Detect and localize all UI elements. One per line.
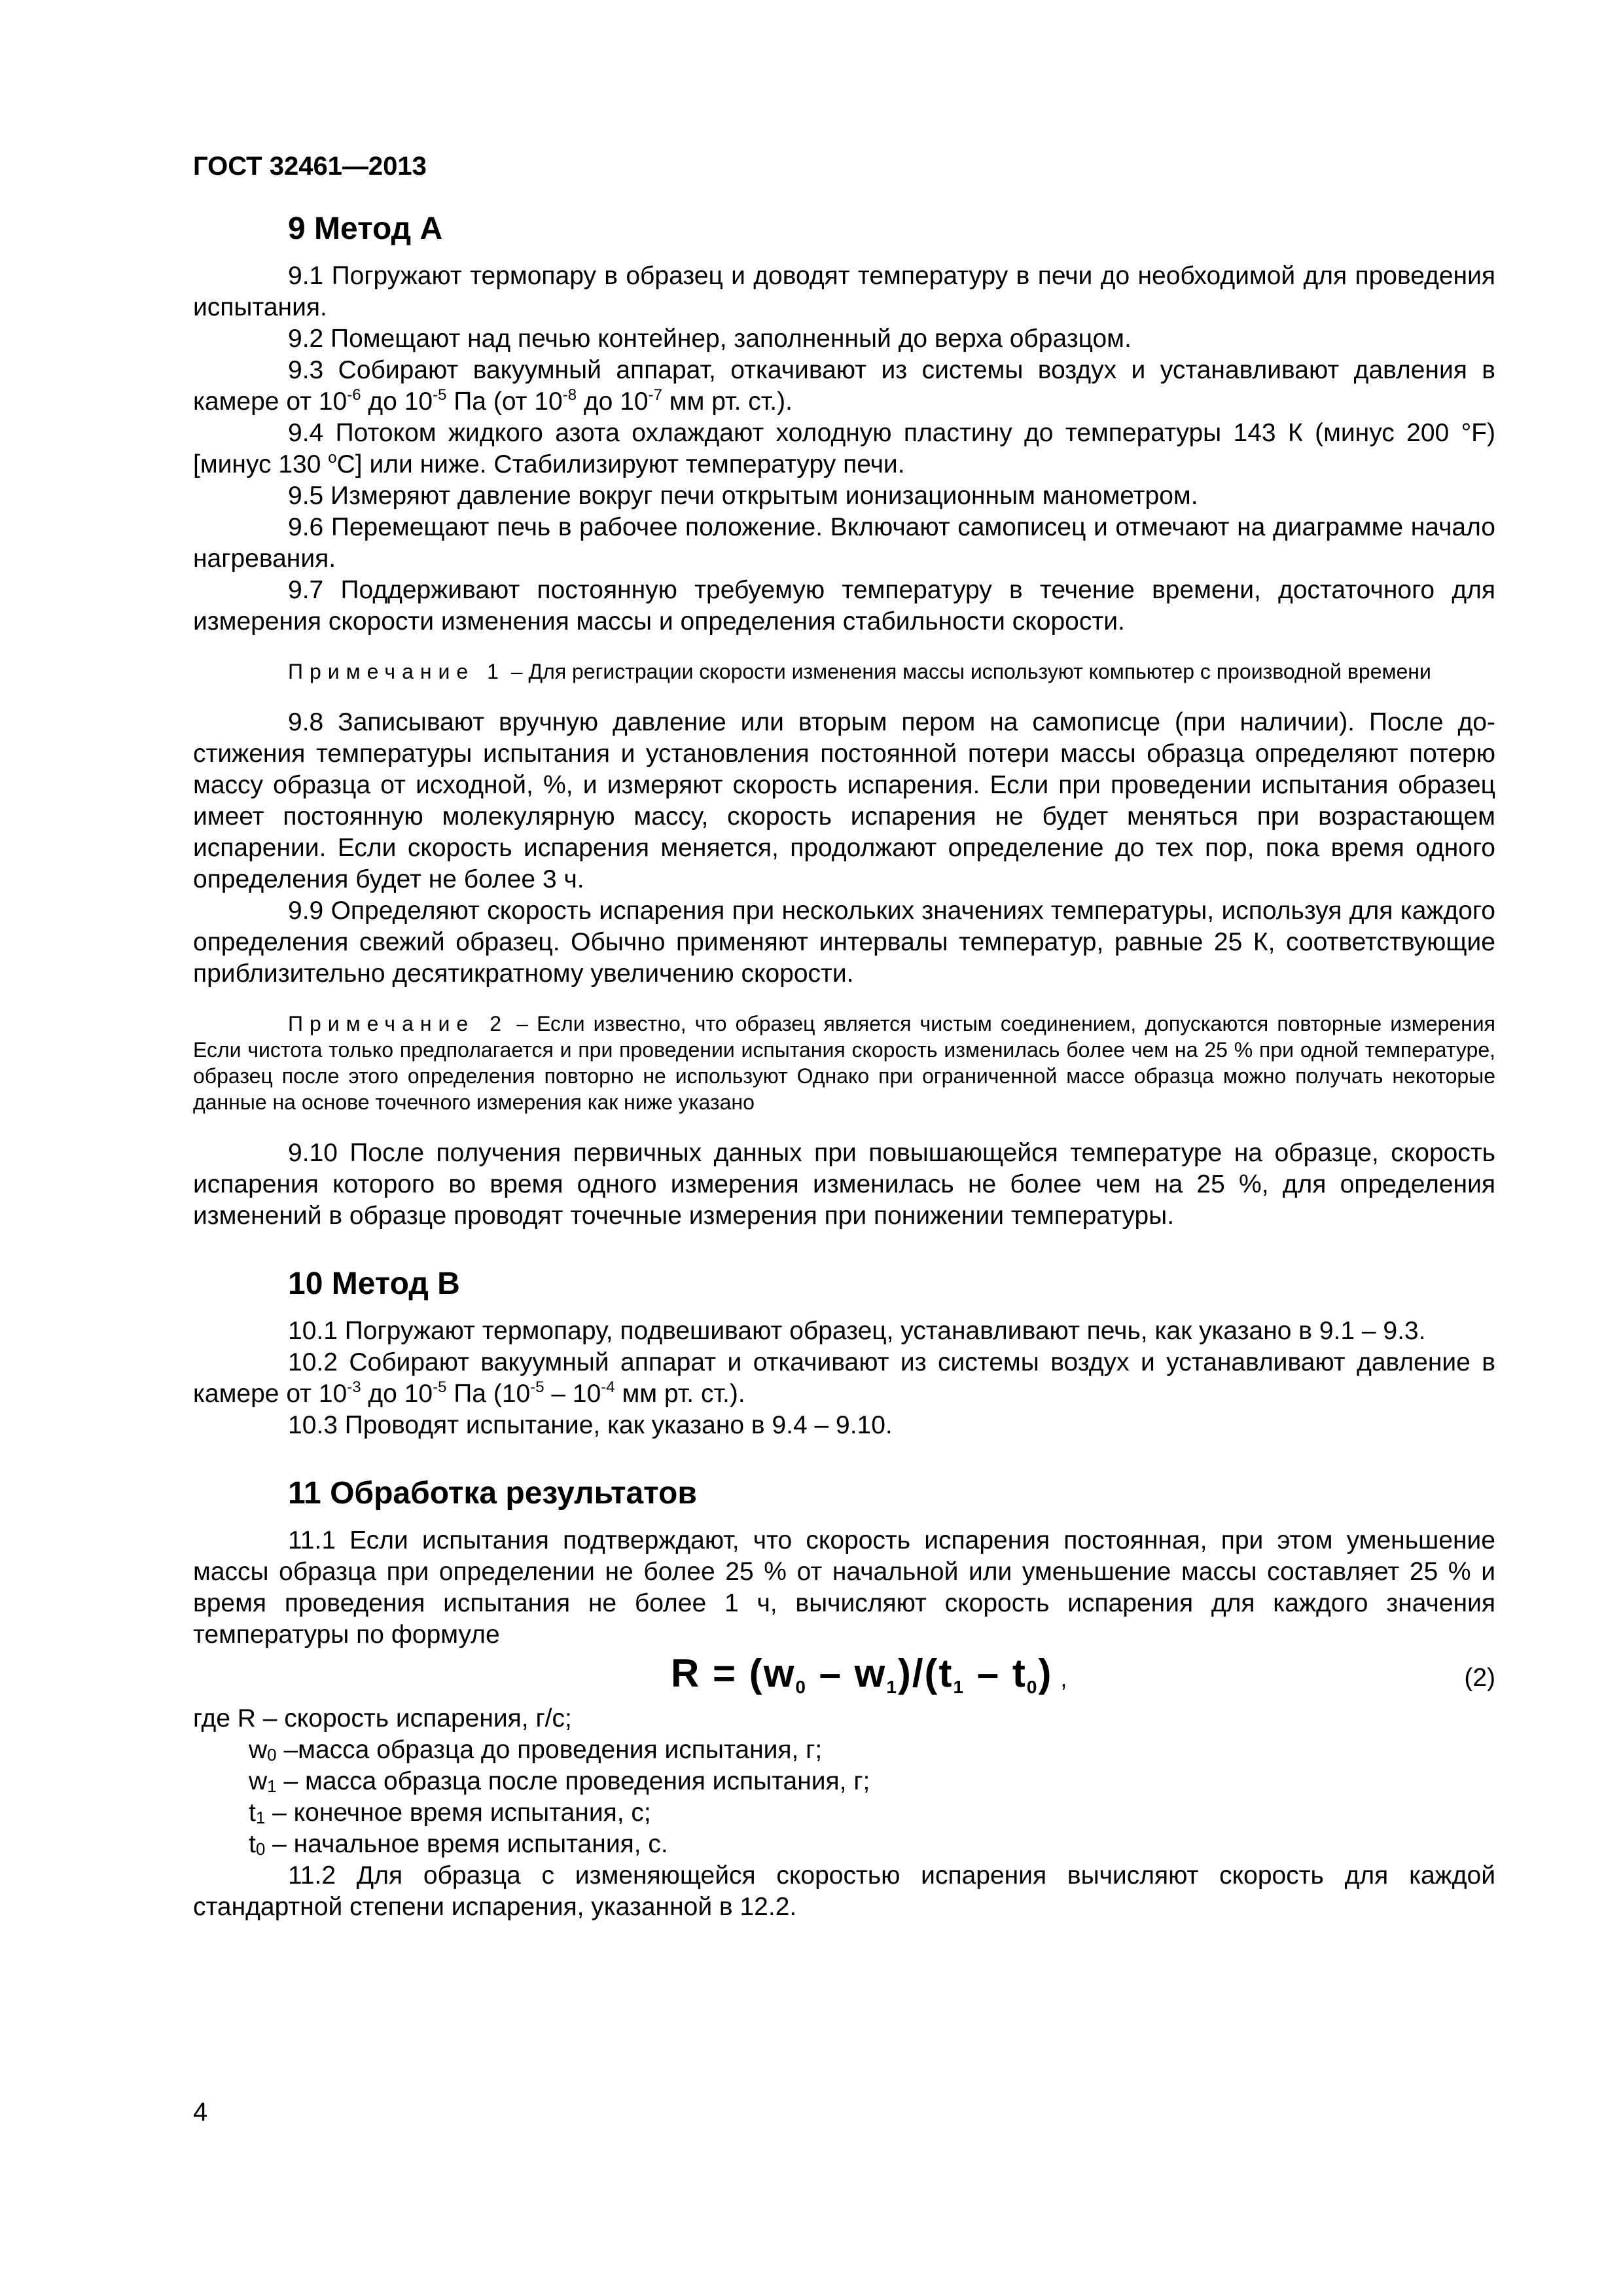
section-9-title: 9 Метод А [288,211,443,246]
paragraph-9-9: 9.9 Определяют скорость испарения при нескольких значениях температуры, используя для каждого определения свежий образец. Обычно применяют интервалы температур, равные 25 К, соответствующие приблизительно десятикратному увеличению скорости. [193,897,1495,988]
paragraph-10-2: 10.2 Собирают вакуумный аппарат и откачивают из системы воздух и устанавливают давление в камере от $10^{-3}$ до $10^{-5}$ Па ($10^{-5} - 10^{-4}$ мм рт. ст.). [193,1348,1495,1408]
paragraph-9-7: 9.7 Поддерживают постоянную требуемую температуру в течение времени, достаточного для измерения скорости изменения массы и определения стабильности скорости. [193,576,1495,636]
note-1: Примечание 1 – Для регистрации скорости изменения массы используют компьютер с производной времени [288,660,1431,683]
paragraph-9-6: 9.6 Перемещают печь в рабочее положение. Включают самописец и отмечают на диаграмме начало нагревания. [193,513,1495,573]
definition-w0: $w_0$ –масса образца до проведения испытания, г; [249,1736,823,1765]
formula-number: (2) [1464,1664,1495,1692]
paragraph-9-2: 9.2 Помещают над печью контейнер, заполненный до верха образцом. [288,325,1132,353]
paragraph-9-4: 9.4 Потоком жидкого азота охлаждают холодную пластину до температуры 143 К (минус 200 °F) [минус 130 $^o$C] или ниже. Стабилизируют температуру печи. [193,419,1495,478]
page-number: 4 [193,2098,208,2126]
where-definition: где R – скорость испарения, г/с; [193,1704,572,1732]
note-1-label: Примечание 1 [288,660,505,683]
paragraph-10-1: 10.1 Погружают термопару, подвешивают образец, устанавливают печь, как указано в 9.1 – 9.3. [288,1317,1426,1345]
section-10-title: 10 Метод В [288,1266,460,1301]
paragraph-9-1: 9.1 Погружают термопару в образец и доводят температуру в печи до необходимой для проведения испытания. [193,262,1495,321]
evaporation-rate-formula: $R = (w_0 - w_1)/(t_1 - t_0)$ , [671,1651,1069,1697]
paragraph-9-5: 9.5 Измеряют давление вокруг печи открытым ионизационным манометром. [288,482,1198,510]
formula-row [193,1651,1495,1703]
definition-t0: $t_0$ – начальное время испытания, с. [249,1830,668,1859]
paragraph-9-10: 9.10 После получения первичных данных при повышающейся температуре на образце, скорость испарения которого во время одного измерения изменилась не более чем на 25 %, для определения изменений в образце проводят точечные измерения при понижении температуры. [193,1139,1495,1230]
page-content [193,209,1495,1923]
document-code: ГОСТ 32461—2013 [193,152,427,181]
section-11-title: 11 Обработка результатов [288,1476,697,1511]
definition-t1: $t_1$ – конечное время испытания, с; [249,1799,651,1827]
paragraph-10-3: 10.3 Проводят испытание, как указано в 9.4 – 9.10. [288,1411,893,1439]
definition-w1: $w_1$ – масса образца после проведения испытания, г; [249,1767,870,1796]
paragraph-11-2: 11.2 Для образца с изменяющейся скоростью испарения вычисляют скорость для каждой стандартной степени испарения, указанной в 12.2. [193,1861,1495,1921]
paragraph-9-3: 9.3 Собирают вакуумный аппарат, откачивают из системы воздух и устанавливают давления в камере от $10^{-6}$ до $10^{-5}$ Па (от $10^{-8}$ до $10^{-7}$ мм рт. ст.). [193,356,1495,416]
paragraph-11-1: 11.1 Если испытания подтверждают, что скорость испарения постоянная, при этом уменьшение массы образца при определении не более 25 % от начальной или уменьшение массы составляет 25 % и время проведения испытания не более 1 ч, вычисляют скорость испарения для каждого значения температуры по формуле [193,1526,1495,1649]
note-2-label: Примечание 2 [288,1012,508,1035]
note-2: Примечание 2 – Если известно, что образец является чистым соединением, допускаются повторные измерения Если чистота только предполагается и при проведении испытания скорость изменилась более чем на 25 % при одной температуре, образец после этого определения повторно не используют Однако при ограниченной массе образца можно получать некоторые данные на основе точечного измерения как ниже указано [193,1012,1496,1114]
paragraph-9-8: 9.8 Записывают вручную давление или вторым пером на самописце (при наличии). После достижения температуры испытания и установления постоянной потери массы образца определяют потерю массу образца от исходной, %, и измеряют скорость испарения. Если при проведении испытания образец имеет постоянную молекулярную массу, скорость испарения не будет меняться при возрастающем испарении. Если скорость испарения меняется, продолжают определение до тех пор, пока время одного определения будет не более 3 ч. [193,708,1495,893]
